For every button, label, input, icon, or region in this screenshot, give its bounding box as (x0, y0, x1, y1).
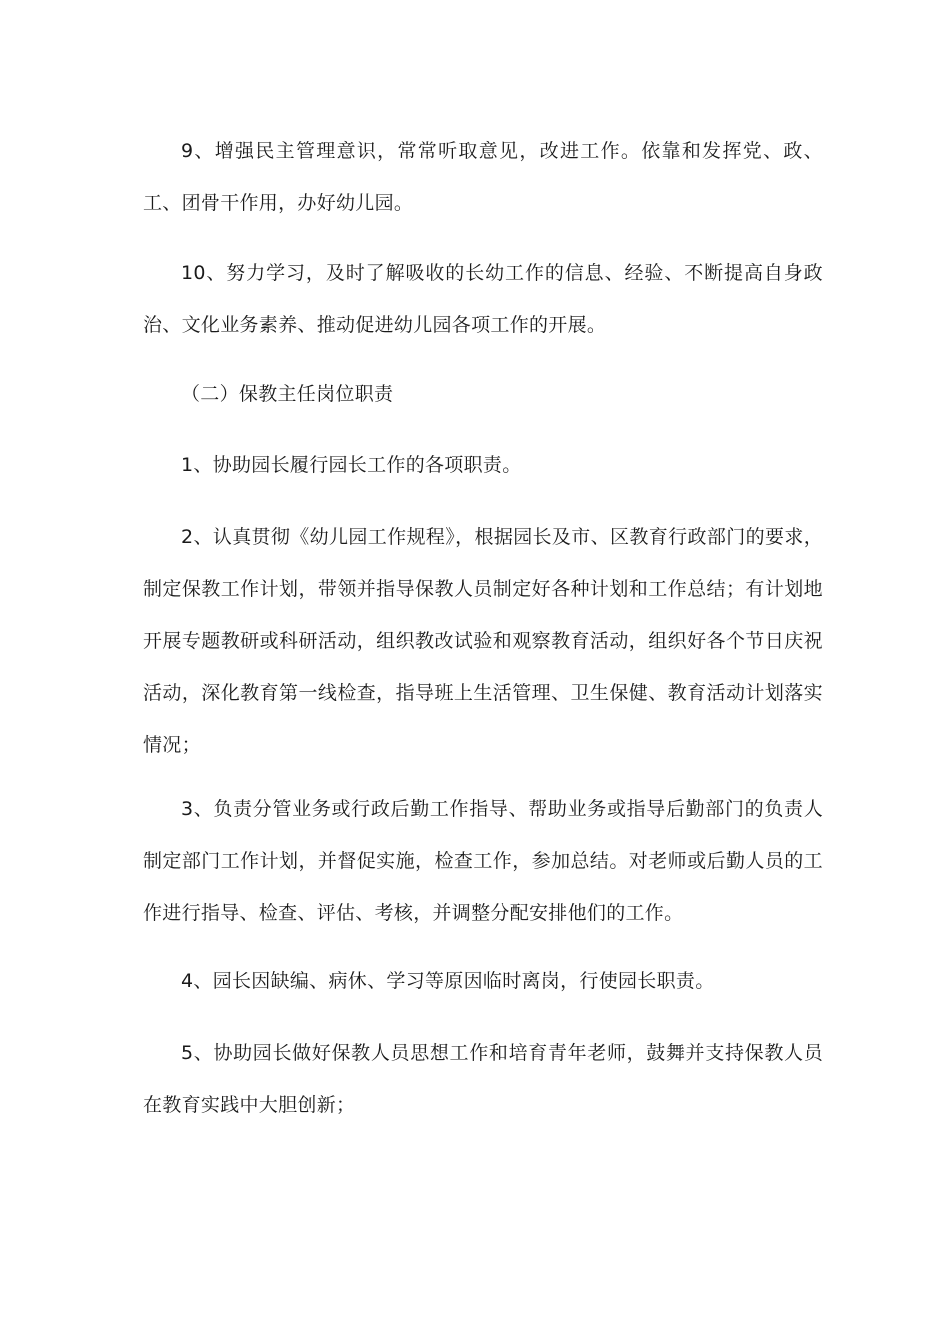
paragraph-item-2: 2、认真贯彻《幼儿园工作规程》，根据园长及市、区教育行政部门的要求，制定保教工作计划，带领并指导保教人员制定好各种计划和工作总结；有计划地开展专题教研或科研活动，组织教改试验和观察教育活动，组织好各个节日庆祝活动，深化教育第一线检查，指导班上生活管理、卫生保健、教育活动计划落实情况； (143, 526, 823, 756)
section-heading-protect-education-director: （二）保教主任岗位职责 (181, 383, 394, 405)
paragraph-item-3: 3、负责分管业务或行政后勤工作指导、帮助业务或指导后勤部门的负责人制定部门工作计划，并督促实施，检查工作，参加总结。对老师或后勤人员的工作进行指导、检查、评估、考核，并调整分配安排他们的工作。 (143, 798, 823, 924)
paragraph-item-1: 1、协助园长履行园长工作的各项职责。 (181, 454, 522, 476)
paragraph-item-4: 4、园长因缺编、病休、学习等原因临时离岗，行使园长职责。 (181, 970, 715, 992)
paragraph-item-5: 5、协助园长做好保教人员思想工作和培育青年老师，鼓舞并支持保教人员在教育实践中大胆创新； (143, 1042, 823, 1116)
paragraph-item-9: 9、增强民主管理意识，常常听取意见，改进工作。依靠和发挥党、政、工、团骨干作用，办好幼儿园。 (143, 140, 823, 214)
paragraph-item-10: 10、努力学习，及时了解吸收的长幼工作的信息、经验、不断提高自身政治、文化业务素养、推动促进幼儿园各项工作的开展。 (143, 262, 823, 336)
